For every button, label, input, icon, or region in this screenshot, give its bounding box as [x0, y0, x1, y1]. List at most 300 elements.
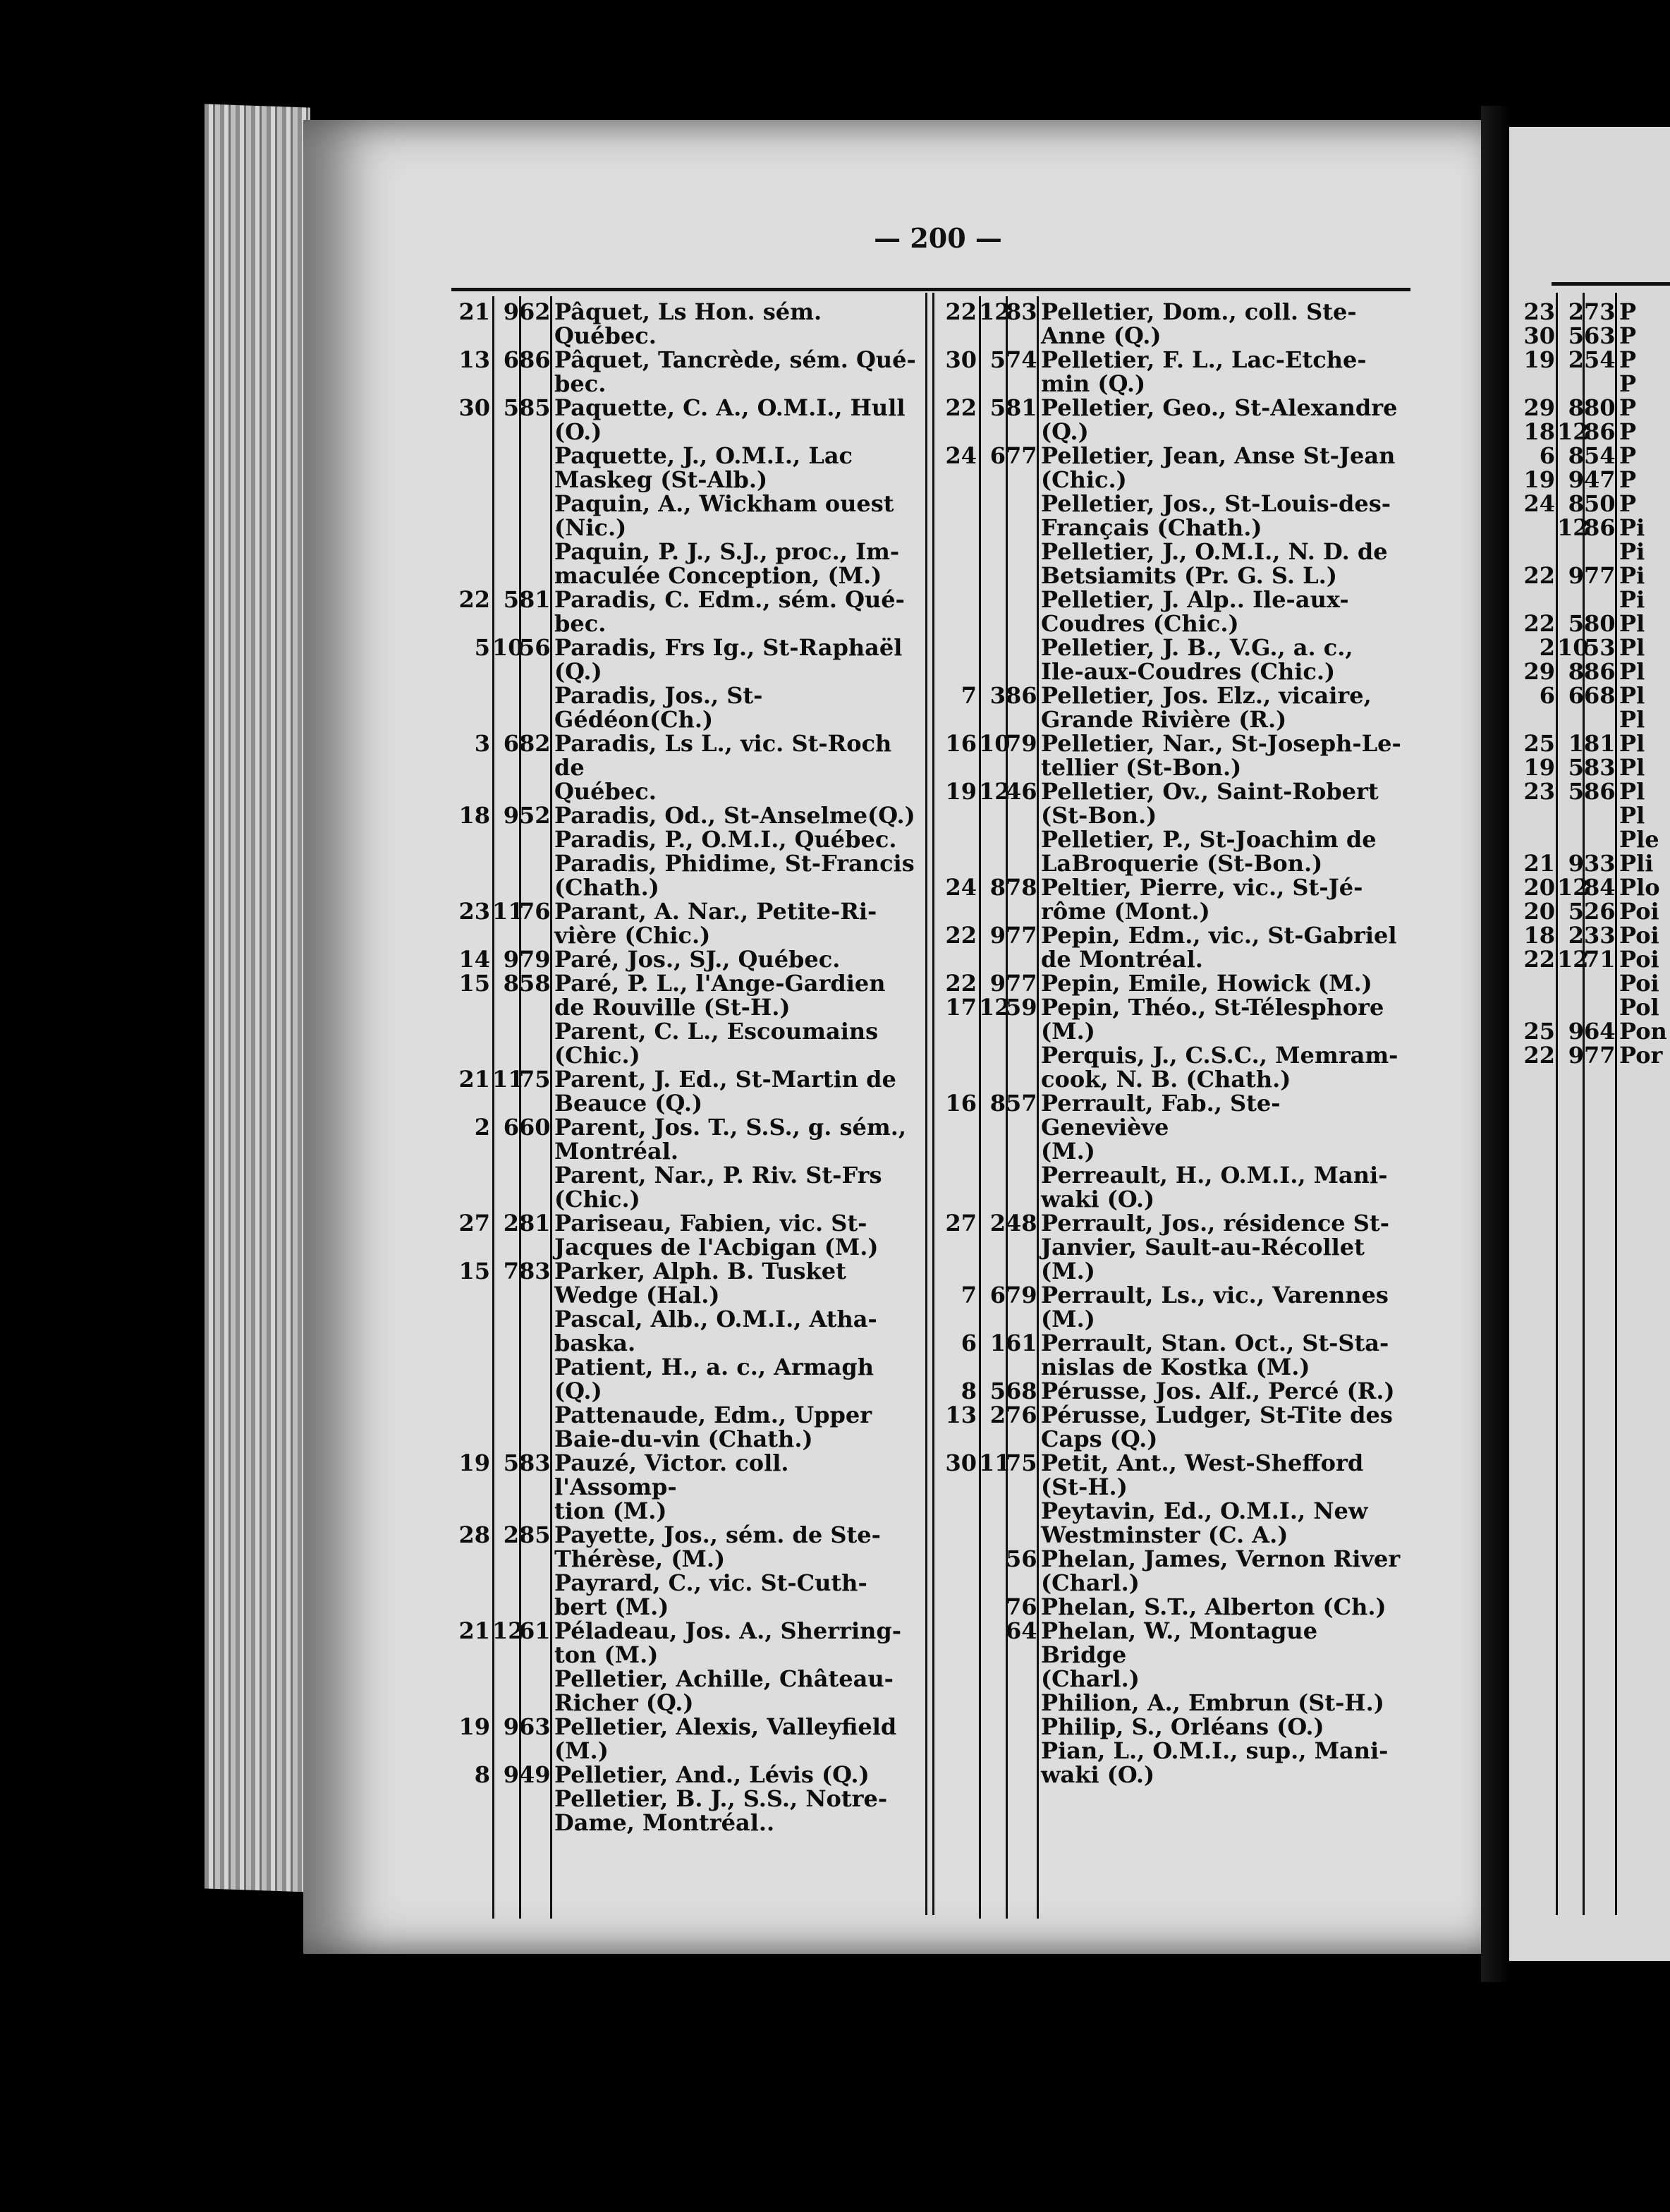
entry-dates	[451, 396, 550, 420]
date-part: 3	[474, 730, 490, 757]
date-part: 22	[1523, 610, 1555, 637]
date-part: 64	[1584, 1018, 1616, 1045]
entry-text: Pariseau, Fabien, vic. St- Jacques de l'Acbigan (M.)	[554, 1210, 879, 1260]
entry-text: Pli	[1619, 850, 1654, 877]
entry-text: Pelletier, Jos. Elz., vicaire, Grande Rivière (R.)	[1041, 682, 1372, 733]
date-part: 61	[519, 1617, 551, 1644]
directory-entry	[938, 492, 1403, 540]
entry-dates	[938, 300, 1037, 324]
date-part: 5	[989, 1378, 1006, 1404]
date-part: 2	[503, 1210, 519, 1236]
date-part: 78	[1006, 874, 1037, 901]
date-part: 9	[503, 802, 519, 829]
entry-dates	[451, 1715, 550, 1739]
entry-dates	[938, 1499, 1037, 1523]
date-part: 30	[945, 346, 977, 373]
entry-text: Pl	[1619, 706, 1645, 733]
directory-entry	[938, 1547, 1403, 1595]
date-part: 2	[1539, 634, 1555, 661]
entry-text: Pi	[1619, 514, 1645, 541]
directory-entry	[938, 1211, 1403, 1283]
next-page-entry	[1516, 636, 1670, 660]
entry-dates	[451, 971, 550, 995]
date-part: 83	[519, 1450, 551, 1476]
next-page-entry	[1516, 971, 1670, 995]
entry-text: Pelletier, J. Alp.. Ile-aux- Coudres (Chic.)	[1041, 586, 1349, 637]
entry-dates	[938, 1043, 1037, 1067]
directory-entry	[451, 444, 917, 492]
entry-text: Paquette, J., O.M.I., Lac Maskeg (St-Alb.)	[554, 442, 853, 493]
entry-dates	[451, 540, 550, 564]
date-part: 8	[474, 1761, 490, 1788]
directory-entry	[451, 1787, 917, 1835]
date-part: 25	[1523, 1018, 1555, 1045]
entry-dates	[451, 899, 550, 923]
entry-dates	[451, 1787, 550, 1811]
date-part: 19	[458, 1713, 490, 1740]
date-part: 83	[1006, 298, 1037, 325]
entry-text: Paradis, Ls L., vic. St-Roch de Québec.	[554, 730, 892, 805]
entry-dates	[938, 1283, 1037, 1307]
date-part: 22	[945, 298, 977, 325]
entry-text: Pl	[1619, 754, 1645, 781]
directory-entry	[938, 1595, 1403, 1619]
entry-text: Péladeau, Jos. A., Sherring- ton (M.)	[554, 1617, 902, 1668]
entry-dates	[938, 1451, 1037, 1475]
entry-text: Pl	[1619, 778, 1645, 805]
directory-entry	[938, 348, 1403, 396]
next-page-entry	[1516, 755, 1670, 779]
entry-dates	[451, 1571, 550, 1595]
entry-dates	[451, 1307, 550, 1331]
entry-text: Pepin, Emile, Howick (M.)	[1041, 970, 1372, 997]
date-part: 54	[1584, 346, 1616, 373]
date-part: 8	[1568, 442, 1584, 469]
entry-dates	[451, 683, 550, 707]
entry-text: Pelletier, And., Lévis (Q.)	[554, 1761, 870, 1788]
next-page-entry	[1516, 516, 1670, 540]
directory-entry	[938, 1403, 1403, 1451]
entry-text: Pl	[1619, 682, 1645, 709]
entry-text: P	[1619, 442, 1637, 469]
directory-entry	[451, 1403, 917, 1451]
date-part: 2	[474, 1114, 490, 1141]
date-part: 6	[1539, 442, 1555, 469]
date-part: 7	[961, 1282, 977, 1308]
directory-entry	[938, 923, 1403, 971]
directory-entry	[451, 851, 917, 899]
directory-entry	[451, 1715, 917, 1763]
entry-text: Perreault, H., O.M.I., Mani- waki (O.)	[1041, 1162, 1388, 1213]
entry-dates	[451, 1763, 550, 1787]
entry-text: Paquette, C. A., O.M.I., Hull (O.)	[554, 394, 906, 445]
date-part: 48	[1006, 1210, 1037, 1236]
date-part: 68	[1006, 1378, 1037, 1404]
entry-dates	[938, 923, 1037, 947]
date-part: 21	[458, 298, 490, 325]
date-part: 59	[1006, 994, 1037, 1021]
entry-text: Pauzé, Victor. coll. l'Assomp- tion (M.)	[554, 1450, 789, 1524]
date-part: 30	[1523, 322, 1555, 349]
entry-text: Paradis, Od., St-Anselme(Q.)	[554, 802, 915, 829]
date-part: 25	[1523, 730, 1555, 757]
column-divider	[925, 293, 927, 1915]
page-number: — 200 —	[874, 222, 1002, 254]
directory-entry	[451, 1571, 917, 1619]
next-page-entry	[1516, 683, 1670, 707]
date-part: 50	[1584, 490, 1616, 517]
date-part: 9	[989, 922, 1006, 949]
entry-text: Perrault, Jos., résidence St- Janvier, Sault-au-Récollet (M.)	[1041, 1210, 1389, 1284]
entry-dates	[938, 1403, 1037, 1427]
entry-text: P	[1619, 370, 1637, 397]
entry-text: Pelletier, B. J., S.S., Notre- Dame, Montréal..	[554, 1785, 888, 1836]
entry-text: Poi	[1619, 970, 1659, 997]
directory-entry	[938, 875, 1403, 923]
entry-text: Phelan, James, Vernon River (Charl.)	[1041, 1545, 1401, 1596]
date-part: 46	[1006, 778, 1037, 805]
directory-entry	[451, 827, 917, 851]
directory-entry	[451, 803, 917, 827]
date-part: 2	[1568, 922, 1584, 949]
next-page-entry	[1516, 396, 1670, 420]
date-part: 3	[989, 682, 1006, 709]
entry-text: Pi	[1619, 586, 1645, 613]
date-part: 11	[492, 898, 524, 925]
date-part: 86	[1584, 514, 1616, 541]
date-part: 82	[519, 730, 551, 757]
entry-dates	[938, 1715, 1037, 1739]
directory-entry	[938, 995, 1403, 1043]
entry-text: Pelletier, P., St-Joachim de LaBroquerie (St-Bon.)	[1041, 826, 1377, 877]
next-page-entry	[1516, 827, 1670, 851]
entry-text: Perrault, Ls., vic., Varennes (M.)	[1041, 1282, 1389, 1332]
date-part: 71	[1584, 946, 1616, 973]
date-part: 76	[1006, 1593, 1037, 1620]
directory-entry	[938, 1091, 1403, 1163]
date-part: 24	[945, 874, 977, 901]
date-part: 19	[1523, 466, 1555, 493]
entry-text: Pl	[1619, 730, 1645, 757]
entry-text: Pelletier, F. L., Lac-Etche- min (Q.)	[1041, 346, 1367, 397]
directory-entry	[451, 899, 917, 947]
directory-entry	[451, 731, 917, 803]
date-part: 29	[1523, 394, 1555, 421]
date-part: 22	[945, 922, 977, 949]
date-part: 57	[1006, 1090, 1037, 1117]
date-part: 53	[1584, 634, 1616, 661]
entry-dates	[451, 588, 550, 612]
next-page-entry	[1516, 444, 1670, 468]
date-part: 23	[1523, 298, 1555, 325]
column-divider	[932, 293, 934, 1915]
next-page-entry	[1516, 300, 1670, 324]
entry-dates	[938, 1547, 1037, 1571]
directory-entry	[451, 947, 917, 971]
date-part: 79	[519, 946, 551, 973]
entry-text: P	[1619, 322, 1637, 349]
date-part: 86	[1006, 682, 1037, 709]
entry-text: Peytavin, Ed., O.M.I., New Westminster (C. A.)	[1041, 1497, 1368, 1548]
date-part: 5	[1568, 778, 1584, 805]
date-part: 9	[503, 946, 519, 973]
entry-dates	[451, 1019, 550, 1043]
date-part: 22	[1523, 1042, 1555, 1069]
date-part: 14	[458, 946, 490, 973]
directory-entry	[451, 1211, 917, 1259]
entry-text: Parker, Alph. B. Tusket Wedge (Hal.)	[554, 1258, 846, 1308]
entry-text: P	[1619, 394, 1637, 421]
entry-text: Perquis, J., C.S.C., Memram- cook, N. B. (Chath.)	[1041, 1042, 1398, 1093]
entry-dates	[938, 444, 1037, 468]
entry-text: Pelletier, Jean, Anse St-Jean (Chic.)	[1041, 442, 1396, 493]
entry-text: Por	[1619, 1042, 1663, 1069]
next-page-entry	[1516, 468, 1670, 492]
entry-text: Patient, H., a. c., Armagh (Q.)	[554, 1354, 874, 1404]
entry-text: Paradis, Jos., St-Gédéon(Ch.)	[554, 682, 763, 733]
entry-dates	[938, 731, 1037, 755]
entry-dates	[938, 1691, 1037, 1715]
directory-entry	[451, 300, 917, 348]
date-part: 23	[1523, 778, 1555, 805]
date-part: 19	[945, 778, 977, 805]
date-part: 86	[1584, 778, 1616, 805]
date-part: 85	[519, 1521, 551, 1548]
next-page-entry	[1516, 348, 1670, 372]
directory-entry	[938, 396, 1403, 444]
date-part: 33	[1584, 922, 1616, 949]
date-part: 2	[1568, 346, 1584, 373]
date-part: 8	[1568, 490, 1584, 517]
date-part: 1	[1568, 730, 1584, 757]
entry-text: Pâquet, Ls Hon. sém. Québec.	[554, 298, 822, 349]
date-part: 7	[503, 1258, 519, 1284]
next-page-entry	[1516, 372, 1670, 396]
date-part: 23	[458, 898, 490, 925]
date-part: 79	[1006, 730, 1037, 757]
next-page-entry	[1516, 923, 1670, 947]
next-page-entry	[1516, 588, 1670, 612]
directory-entry	[938, 588, 1403, 636]
entry-dates	[938, 1211, 1037, 1235]
date-part: 6	[1568, 682, 1584, 709]
directory-entry	[451, 683, 917, 731]
entry-text: Pian, L., O.M.I., sup., Mani- waki (O.)	[1041, 1737, 1389, 1788]
entry-dates	[451, 803, 550, 827]
date-part: 21	[458, 1066, 490, 1093]
date-part: 15	[458, 1258, 490, 1284]
next-page-entry	[1516, 612, 1670, 636]
entry-text: Poi	[1619, 898, 1659, 925]
entry-dates	[938, 1595, 1037, 1619]
date-part: 77	[1006, 970, 1037, 997]
date-part: 5	[1568, 610, 1584, 637]
entry-dates	[938, 875, 1037, 899]
entry-dates	[451, 1667, 550, 1691]
date-part: 81	[519, 586, 551, 613]
entry-dates	[451, 1259, 550, 1283]
entry-text: Poi	[1619, 946, 1659, 973]
entry-dates	[451, 1211, 550, 1235]
date-part: 22	[945, 970, 977, 997]
date-part: 5	[1568, 898, 1584, 925]
directory-entry	[938, 1379, 1403, 1403]
date-part: 79	[1006, 1282, 1037, 1308]
date-part: 61	[1006, 1330, 1037, 1356]
directory-entry	[451, 540, 917, 588]
date-part: 6	[989, 1282, 1006, 1308]
date-part: 27	[945, 1210, 977, 1236]
date-part: 6	[989, 442, 1006, 469]
entry-text: Pelletier, Dom., coll. Ste- Anne (Q.)	[1041, 298, 1357, 349]
directory-entry	[938, 971, 1403, 995]
date-part: 6	[503, 346, 519, 373]
entry-text: Pelletier, Achille, Château- Richer (Q.)	[554, 1665, 894, 1716]
entry-dates	[451, 444, 550, 468]
entry-dates	[938, 1091, 1037, 1115]
date-part: 77	[1006, 442, 1037, 469]
entry-text: Pi	[1619, 538, 1645, 565]
entry-text: Paquin, A., Wickham ouest (Nic.)	[554, 490, 894, 541]
date-part: 10	[492, 634, 524, 661]
date-part: 77	[1584, 562, 1616, 589]
date-part: 47	[1584, 466, 1616, 493]
date-part: 86	[1584, 658, 1616, 685]
entry-text: Pepin, Edm., vic., St-Gabriel de Montréal.	[1041, 922, 1397, 973]
date-part: 56	[1006, 1545, 1037, 1572]
entry-dates	[451, 1451, 550, 1475]
directory-entry	[938, 731, 1403, 779]
entry-text: Pelletier, J., O.M.I., N. D. de Betsiamits (Pr. G. S. L.)	[1041, 538, 1388, 589]
date-part: 9	[503, 1761, 519, 1788]
entry-text: Paradis, Phidime, St-Francis (Chath.)	[554, 850, 915, 901]
directory-entry	[938, 827, 1403, 875]
date-part: 76	[1006, 1402, 1037, 1428]
entry-dates	[938, 995, 1037, 1019]
date-part: 74	[1006, 346, 1037, 373]
entry-text: Pl	[1619, 658, 1645, 685]
entry-text: Paré, Jos., SJ., Québec.	[554, 946, 841, 973]
entry-dates	[451, 1067, 550, 1091]
directory-entry	[451, 1259, 917, 1307]
entry-text: Paradis, Frs Ig., St-Raphaël (Q.)	[554, 634, 903, 685]
date-part: 80	[1584, 394, 1616, 421]
date-part: 13	[458, 346, 490, 373]
entry-dates	[938, 1619, 1037, 1643]
date-part: 19	[458, 1450, 490, 1476]
directory-entry	[938, 444, 1403, 492]
entry-dates	[938, 348, 1037, 372]
date-part: 75	[1006, 1450, 1037, 1476]
date-part: 77	[1584, 1042, 1616, 1069]
date-part: 8	[961, 1378, 977, 1404]
entry-text: Paré, P. L., l'Ange-Gardien de Rouville (St-H.)	[554, 970, 886, 1021]
date-part: 16	[945, 1090, 977, 1117]
date-part: 30	[945, 1450, 977, 1476]
directory-entry	[451, 971, 917, 1019]
date-part: 62	[519, 298, 551, 325]
entry-dates	[938, 971, 1037, 995]
directory-entry	[451, 396, 917, 444]
next-page-entry	[1516, 564, 1670, 588]
date-part: 6	[503, 730, 519, 757]
date-part: 28	[458, 1521, 490, 1548]
entry-text: Paradis, C. Edm., sém. Qué- bec.	[554, 586, 905, 637]
date-part: 9	[1568, 562, 1584, 589]
page-edges	[205, 104, 310, 1892]
entry-dates	[938, 779, 1037, 803]
date-part: 33	[1584, 850, 1616, 877]
date-part: 8	[503, 970, 519, 997]
next-page-entry	[1516, 731, 1670, 755]
date-part: 21	[458, 1617, 490, 1644]
directory-entry	[451, 1523, 917, 1571]
entry-dates	[451, 827, 550, 851]
date-part: 85	[519, 394, 551, 421]
directory-entry	[451, 1667, 917, 1715]
middle-column	[938, 300, 1403, 1787]
date-part: 13	[945, 1402, 977, 1428]
entry-text: Pâquet, Tancrède, sém. Qué- bec.	[554, 346, 916, 397]
date-part: 24	[945, 442, 977, 469]
entry-text: P	[1619, 466, 1637, 493]
date-part: 54	[1584, 442, 1616, 469]
directory-entry	[938, 1691, 1403, 1715]
next-page-entry	[1516, 660, 1670, 683]
date-part: 10	[979, 730, 1011, 757]
entry-text: P	[1619, 490, 1637, 517]
entry-text: P	[1619, 418, 1637, 445]
directory-entry	[451, 1163, 917, 1211]
date-part: 9	[1568, 850, 1584, 877]
date-part: 86	[1584, 418, 1616, 445]
directory-entry	[938, 1715, 1403, 1739]
entry-dates	[938, 1739, 1037, 1763]
entry-text: Pelletier, Ov., Saint-Robert (St-Bon.)	[1041, 778, 1379, 829]
date-part: 19	[1523, 346, 1555, 373]
date-part: 52	[519, 802, 551, 829]
date-part: 68	[1584, 682, 1616, 709]
entry-dates	[451, 1619, 550, 1643]
entry-text: Pi	[1619, 562, 1645, 589]
date-part: 22	[458, 586, 490, 613]
directory-entry	[451, 1355, 917, 1403]
directory-entry	[451, 1451, 917, 1523]
directory-entry	[451, 1019, 917, 1067]
date-part: 81	[1006, 394, 1037, 421]
entry-dates	[938, 683, 1037, 707]
date-part: 2	[1568, 298, 1584, 325]
next-page-entry	[1516, 492, 1670, 516]
date-part: 5	[474, 634, 490, 661]
entry-text: Pl	[1619, 802, 1645, 829]
date-part: 8	[1568, 394, 1584, 421]
next-page-entry	[1516, 803, 1670, 827]
directory-entry	[938, 1619, 1403, 1691]
next-page-entry	[1516, 995, 1670, 1019]
entry-text: Parent, Nar., P. Riv. St-Frs (Chic.)	[554, 1162, 882, 1213]
entry-text: Paquin, P. J., S.J., proc., Im- maculée Conception, (M.)	[554, 538, 900, 589]
next-page-entry	[1516, 947, 1670, 971]
date-part: 27	[458, 1210, 490, 1236]
entry-text: Peltier, Pierre, vic., St-Jé- rôme (Mont.)	[1041, 874, 1363, 925]
directory-entry	[451, 1307, 917, 1355]
date-part: 64	[1006, 1617, 1037, 1644]
entry-text: Plo	[1619, 874, 1660, 901]
date-part: 29	[1523, 658, 1555, 685]
date-part: 6	[503, 1114, 519, 1141]
date-part: 12	[1557, 946, 1589, 973]
